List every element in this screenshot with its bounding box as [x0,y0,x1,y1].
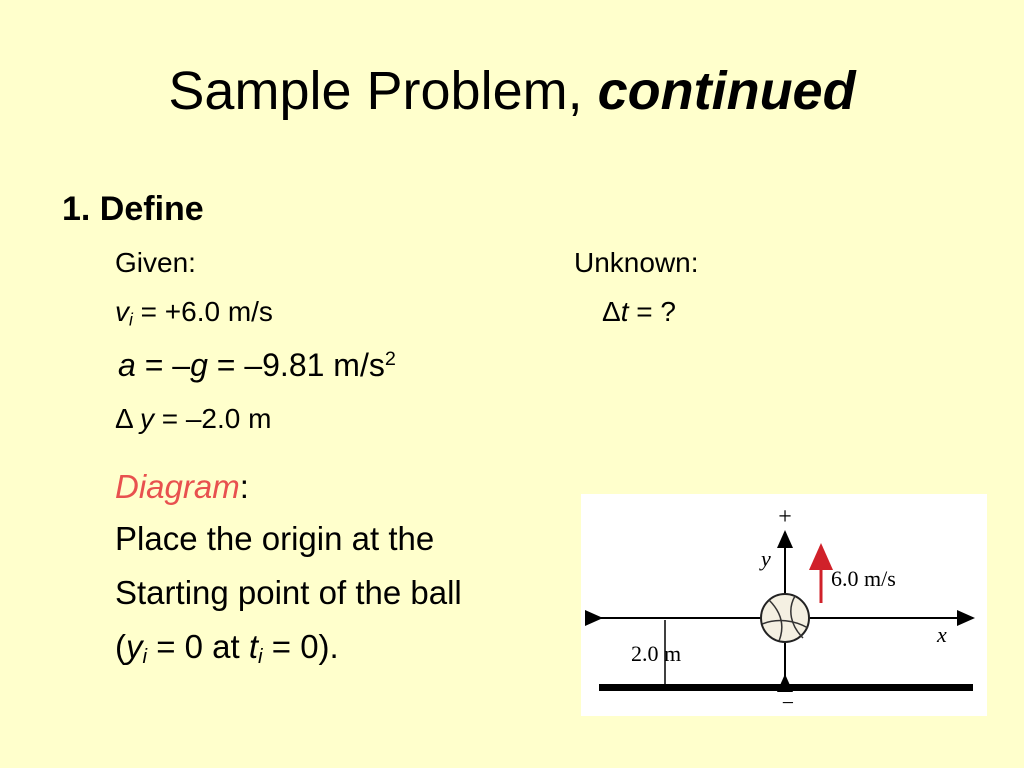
volleyball-icon [761,594,809,642]
x-axis-label: x [937,622,947,647]
minus-label: − [781,690,795,715]
y-axis-label: y [761,546,771,571]
diagram-line-1: Place the origin at the [115,520,435,557]
plus-label: + [778,504,792,530]
given-acceleration: a = –g = –9.81 $m/s^2$ [118,347,396,383]
given-displacement: Δ y = –2.0 m [115,403,272,434]
velocity-label: 6.0 m/s [831,566,896,591]
diagram-line-3: ($y_i = 0$ at $t_i = 0$). [115,628,339,669]
slide-title: Sample Problem, continued [168,61,856,121]
projectile-diagram [581,494,987,716]
given-label: Given: [115,247,196,278]
height-label: 2.0 m [631,641,682,666]
unknown-label: Unknown: [574,247,699,278]
diagram-line-2: Starting point of the ball [115,574,462,611]
section-heading: 1. Define [62,190,204,228]
given-initial-velocity: $v_i = +6.0$ m/s [115,296,273,330]
unknown-time: Δt = ? [602,296,676,327]
diagram-heading: Diagram: [115,468,249,505]
